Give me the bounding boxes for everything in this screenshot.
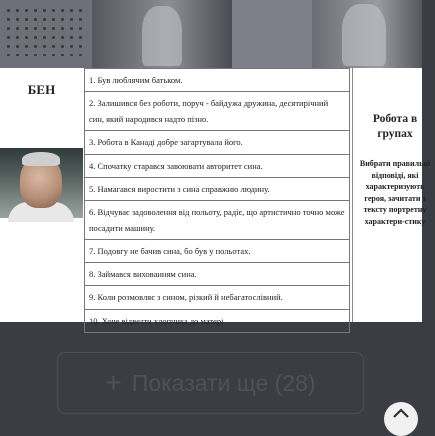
statement-cell: 5. Намагався виростити з сина справжню людину. bbox=[85, 177, 350, 200]
table-row bbox=[85, 92, 350, 131]
statement-cell: 9. Коли розмовляє з сином, різкий й небагатослівний. bbox=[85, 286, 350, 309]
table-row bbox=[85, 286, 350, 309]
table-row bbox=[85, 263, 350, 286]
slide-thumbnail[interactable] bbox=[232, 0, 312, 68]
figure-silhouette bbox=[142, 6, 182, 66]
task-text: Вибрати правильні відповіді, які характеризують героя, зачитати з тексту портретну характери-стику bbox=[359, 159, 431, 226]
statements-table bbox=[84, 68, 350, 333]
statement-cell: 8. Займався вихованням сина. bbox=[85, 263, 350, 286]
photo-hair bbox=[22, 152, 60, 166]
dot-pattern bbox=[4, 6, 82, 56]
table-row bbox=[85, 69, 350, 92]
figure-silhouette bbox=[342, 4, 386, 66]
slide-thumbnail[interactable] bbox=[92, 0, 232, 68]
slide-thumbnail[interactable] bbox=[0, 0, 92, 68]
show-more-label: Показати ще (28) bbox=[131, 369, 316, 396]
table-row bbox=[85, 131, 350, 154]
plus-icon: + bbox=[105, 367, 122, 398]
character-photo bbox=[0, 148, 83, 218]
statement-cell: 7. Подовгу не бачив сина, бо був у польотах. bbox=[85, 240, 350, 263]
slide-thumbnails-strip bbox=[0, 0, 422, 68]
statement-cell: 3. Робота в Канаді добре загартувала його. bbox=[85, 131, 350, 154]
slide-thumbnail[interactable] bbox=[312, 0, 422, 68]
slide-card[interactable] bbox=[0, 68, 431, 326]
scroll-top-button[interactable] bbox=[384, 402, 418, 436]
task-column bbox=[352, 68, 431, 322]
statement-cell: 4. Спочатку старався завоювати авторитет сина. bbox=[85, 154, 350, 177]
table-row bbox=[85, 177, 350, 200]
statement-cell: 6. Відчуває задоволення від польоту, радіє, що артистично точно може посадити машину. bbox=[85, 200, 350, 239]
table-row bbox=[85, 200, 350, 239]
chevron-up-icon bbox=[393, 408, 409, 418]
table-row bbox=[85, 309, 350, 332]
character-column bbox=[0, 68, 83, 322]
character-name: БЕН bbox=[27, 82, 56, 97]
statement-cell: 1. Був люблячим батьком. bbox=[85, 69, 350, 92]
statement-cell: 2. Залишився без роботи, поруч - байдужа дружина, десятирічний син, який народився надто пізно. bbox=[85, 92, 350, 131]
table-row bbox=[85, 240, 350, 263]
show-more-button[interactable] bbox=[57, 352, 364, 414]
table-row bbox=[85, 154, 350, 177]
task-title: Робота в групах bbox=[372, 113, 418, 140]
statement-cell: 10. Хоче відвезти хлопчика до матері bbox=[85, 309, 350, 332]
